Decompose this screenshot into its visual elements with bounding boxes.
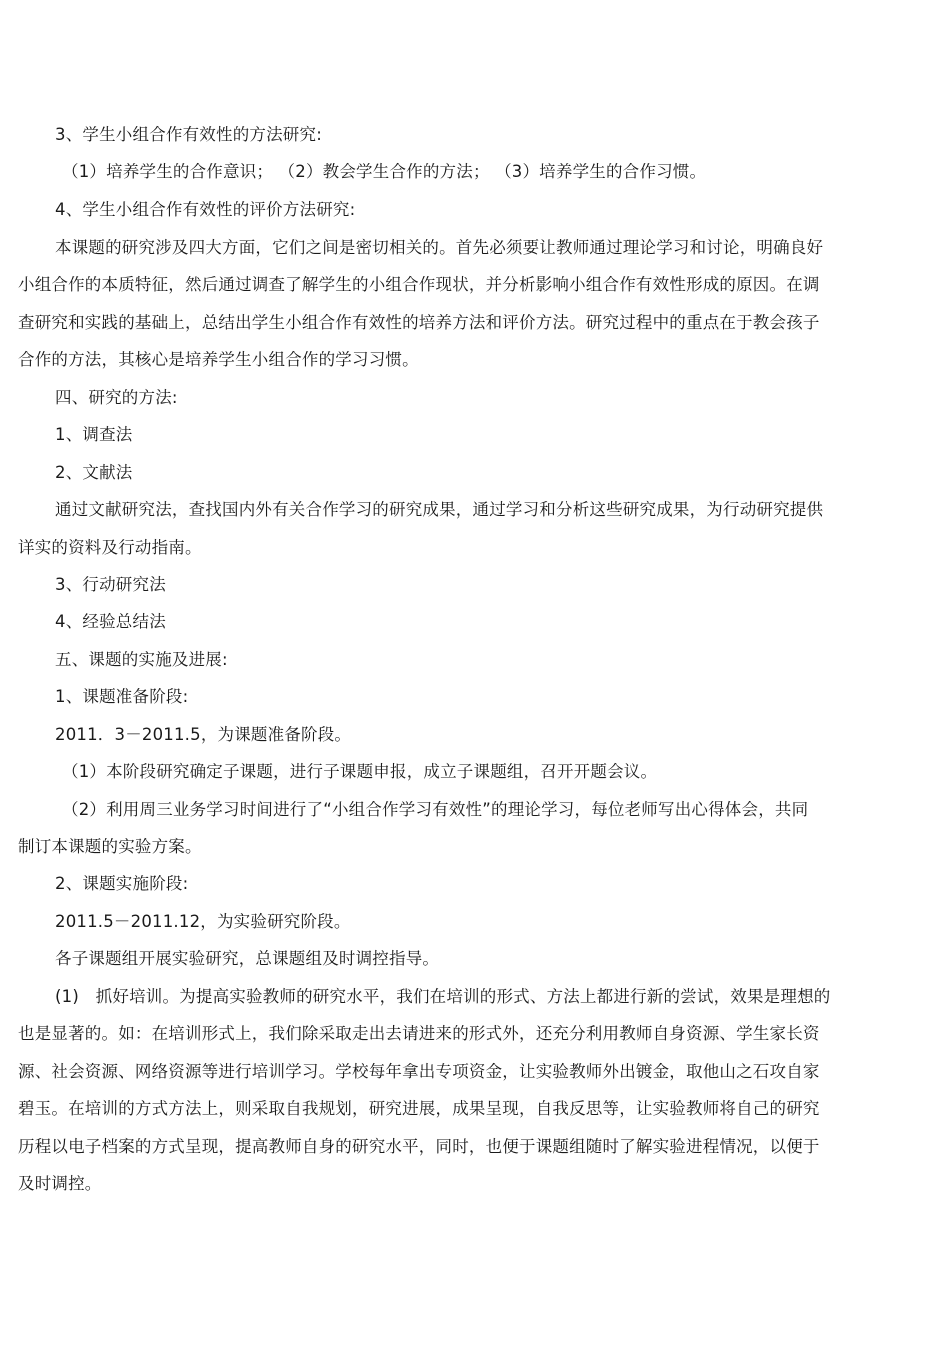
list-item: 3、行动研究法 xyxy=(55,575,166,594)
list-item: 1、调查法 xyxy=(55,425,133,444)
list-item: 4、经验总结法 xyxy=(55,612,166,631)
paragraph-line: 2011．3－2011.5，为课题准备阶段。 xyxy=(55,725,352,744)
paragraph-line: 历程以电子档案的方式呈现，提高教师自身的研究水平，同时，也便于课题组随时了解实验进程情况，以便于 xyxy=(18,1137,820,1156)
list-item: 2、文献法 xyxy=(55,463,133,482)
paragraph-line: 各子课题组开展实验研究，总课题组及时调控指导。 xyxy=(55,949,440,968)
method-list: （1）培养学生的合作意识； （2）教会学生合作的方法； （3）培养学生的合作习惯。 xyxy=(62,162,707,181)
paragraph-line: 源、社会资源、网络资源等进行培训学习。学校每年拿出专项资金，让实验教师外出镀金，取他山之石攻自家 xyxy=(18,1062,820,1081)
paragraph-line: (1) 抓好培训。为提高实验教师的研究水平，我们在培训的形式、方法上都进行新的尝试，效果是理想的 xyxy=(55,987,831,1006)
paragraph-line: 制订本课题的实验方案。 xyxy=(18,837,202,856)
paragraph-line: 详实的资料及行动指南。 xyxy=(18,538,202,557)
paragraph-line: 本课题的研究涉及四大方面，它们之间是密切相关的。首先必须要让教师通过理论学习和讨论，明确良好 xyxy=(55,238,824,257)
paragraph-line: 碧玉。在培训的方式方法上，则采取自我规划，研究进展，成果呈现，自我反思等，让实验教师将自己的研究 xyxy=(18,1099,820,1118)
paragraph-line: 通过文献研究法，查找国内外有关合作学习的研究成果，通过学习和分析这些研究成果，为行动研究提供 xyxy=(55,500,824,519)
stage-heading-preparation: 1、课题准备阶段: xyxy=(55,687,189,706)
heading-evaluation-research: 4、学生小组合作有效性的评价方法研究: xyxy=(55,200,356,219)
paragraph-line: 小组合作的本质特征，然后通过调查了解学生的小组合作现状，并分析影响小组合作有效性形成的原因。在调 xyxy=(18,275,820,294)
stage-heading-implementation: 2、课题实施阶段: xyxy=(55,874,189,893)
paragraph-line: （2）利用周三业务学习时间进行了“小组合作学习有效性”的理论学习，每位老师写出心得体会，共同 xyxy=(62,800,809,819)
section-heading-implementation: 五、课题的实施及进展: xyxy=(55,650,228,669)
heading-method-research: 3、学生小组合作有效性的方法研究: xyxy=(55,125,322,144)
paragraph-line: 合作的方法，其核心是培养学生小组合作的学习习惯。 xyxy=(18,350,419,369)
section-heading-methods: 四、研究的方法: xyxy=(55,388,178,407)
paragraph-line: 2011.5－2011.12，为实验研究阶段。 xyxy=(55,912,351,931)
paragraph-line: 及时调控。 xyxy=(18,1174,102,1193)
paragraph-line: 也是显著的。如：在培训形式上，我们除采取走出去请进来的形式外，还充分利用教师自身资源、学生家长资 xyxy=(18,1024,820,1043)
paragraph-line: （1）本阶段研究确定子课题，进行子课题申报，成立子课题组，召开开题会议。 xyxy=(62,762,658,781)
paragraph-line: 查研究和实践的基础上，总结出学生小组合作有效性的培养方法和评价方法。研究过程中的重点在于教会孩子 xyxy=(18,313,820,332)
